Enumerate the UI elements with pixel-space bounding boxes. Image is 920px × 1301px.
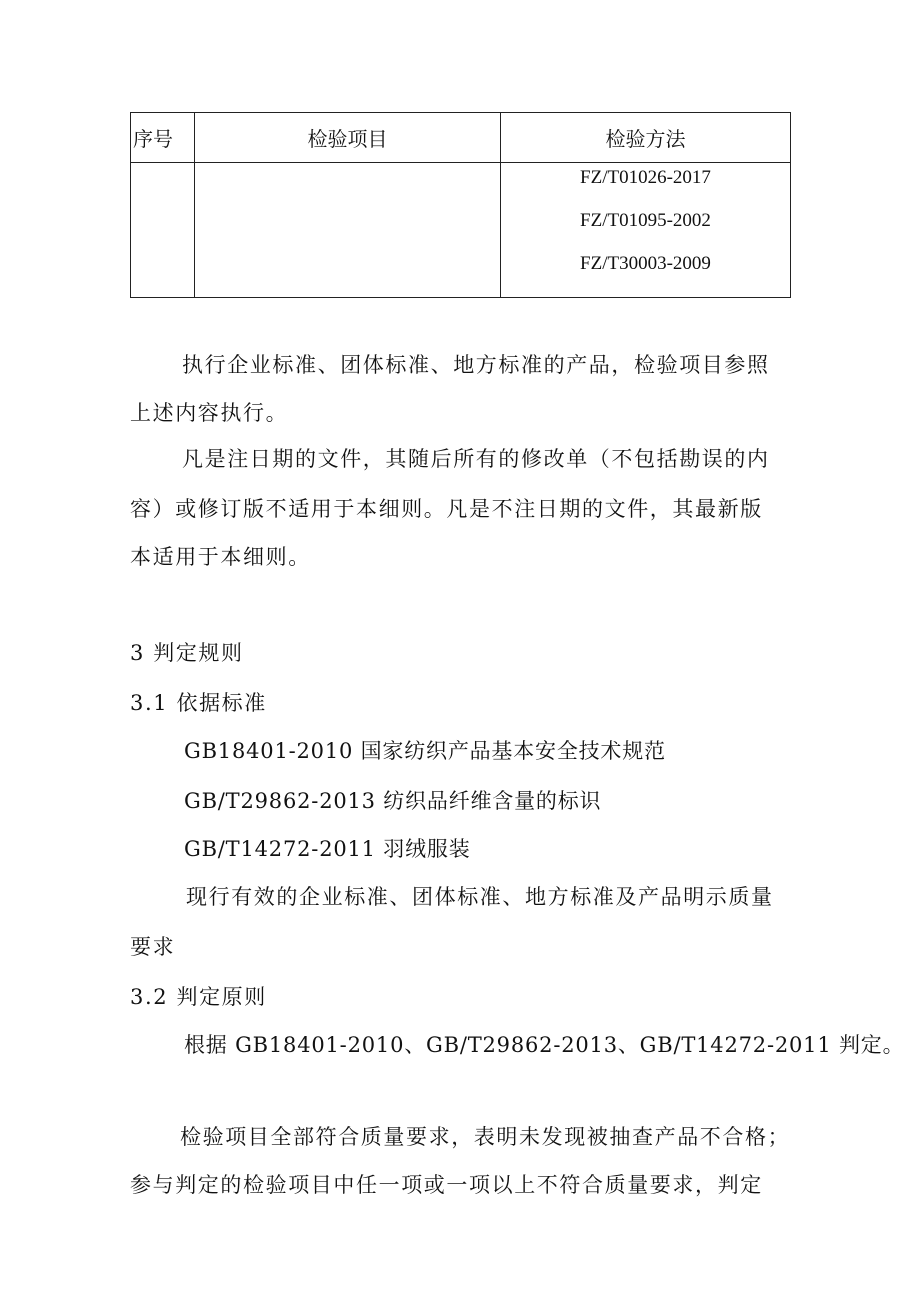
paragraph-line: 执行企业标准、团体标准、地方标准的产品，检验项目参照 (182, 353, 770, 377)
header-inspection-method: 检验方法 (501, 113, 791, 163)
method-standard: FZ/T01095-2002 (580, 210, 711, 231)
method-standard: FZ/T01026-2017 (580, 167, 711, 188)
standard-item: GB/T29862-2013 纺织品纤维含量的标识 (184, 789, 602, 813)
paragraph-line: 检验项目全部符合质量要求，表明未发现被抽查产品不合格； (180, 1125, 791, 1149)
cell-inspection-item (195, 163, 501, 298)
paragraph-line: 现行有效的企业标准、团体标准、地方标准及产品明示质量 (186, 885, 774, 909)
paragraph-line: 要求 (130, 935, 176, 959)
paragraph-line: 上述内容执行。 (130, 401, 289, 425)
header-serial-no: 序号 (131, 113, 195, 163)
subsection-heading: 3.2 判定原则 (130, 985, 267, 1009)
paragraph-line: 参与判定的检验项目中任一项或一项以上不符合质量要求，判定 (130, 1173, 763, 1197)
method-standard: FZ/T30003-2009 (580, 253, 711, 274)
paragraph-line: 凡是注日期的文件，其随后所有的修改单（不包括勘误的内 (182, 447, 770, 471)
header-inspection-item: 检验项目 (195, 113, 501, 163)
standard-item: GB18401-2010 国家纺织产品基本安全技术规范 (184, 739, 666, 763)
cell-serial-no (131, 163, 195, 298)
table-header-row (131, 113, 791, 163)
paragraph-line: 本适用于本细则。 (130, 545, 311, 569)
paragraph-line: 容）或修订版不适用于本细则。凡是不注日期的文件，其最新版 (130, 497, 763, 521)
inspection-method-table (130, 112, 791, 298)
standard-item: GB/T14272-2011 羽绒服装 (184, 837, 471, 861)
cell-inspection-methods (501, 163, 791, 298)
paragraph-line: 根据 GB18401-2010、GB/T29862-2013、GB/T14272-2011 判定。 (184, 1033, 905, 1057)
subsection-heading: 3.1 依据标准 (130, 691, 267, 715)
section-heading: 3 判定规则 (130, 641, 244, 665)
table-row (131, 163, 791, 298)
